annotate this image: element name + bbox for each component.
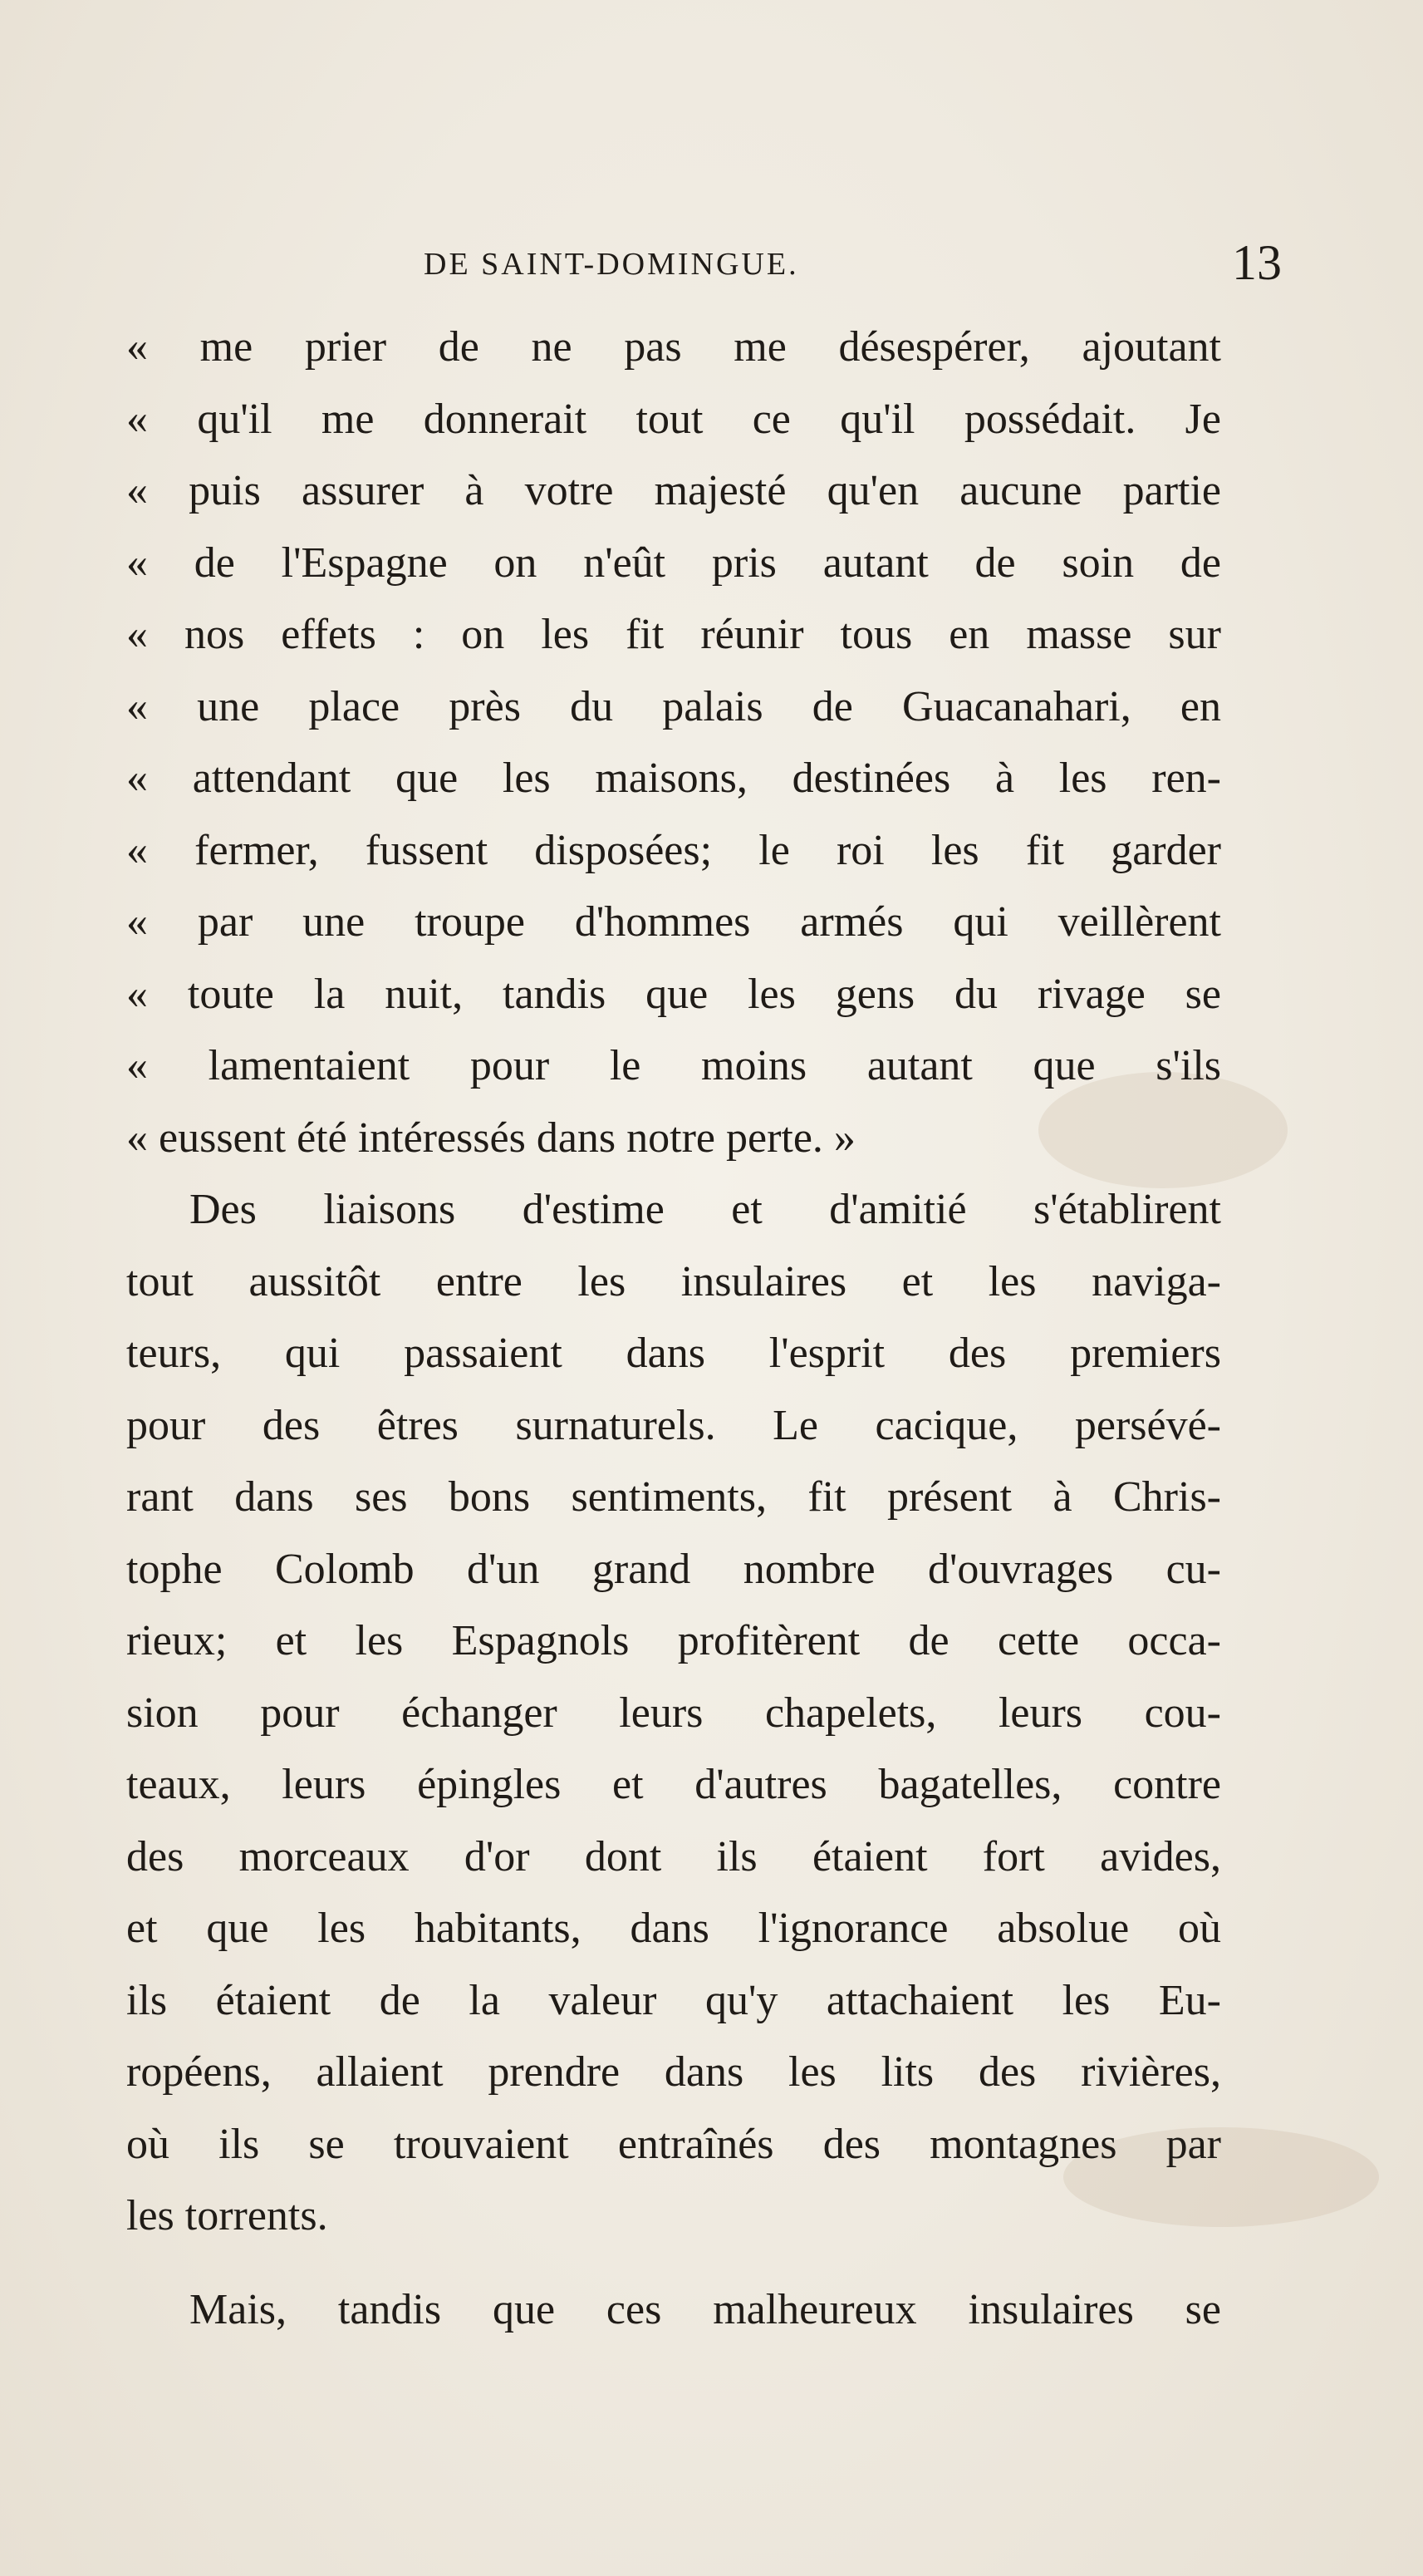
text-line: « une place près du palais de Guacanahari, en: [126, 682, 1221, 730]
paragraph-first-line: Mais, tandis que ces malheureux insulaires se: [189, 2285, 1221, 2333]
running-head: [125, 234, 1282, 290]
text-line: les torrents.: [126, 2192, 328, 2239]
text-line: tophe Colomb d'un grand nombre d'ouvrages cu-: [126, 1545, 1221, 1593]
text-line: teaux, leurs épingles et d'autres bagatelles, contre: [126, 1761, 1221, 1808]
text-line: et que les habitants, dans l'ignorance absolue où: [126, 1905, 1221, 1952]
text-line: « fermer, fussent disposées; le roi les fit garder: [126, 826, 1221, 874]
text-line: « lamentaient pour le moins autant que s'ils: [126, 1042, 1221, 1089]
page-number: 13: [1232, 235, 1282, 290]
text-line: ils étaient de la valeur qu'y attachaient les Eu-: [126, 1976, 1221, 2024]
text-line: « me prier de ne pas me désespérer, ajoutant: [126, 323, 1221, 371]
text-line: rant dans ses bons sentiments, fit présent à Chris-: [126, 1473, 1221, 1521]
text-line: où ils se trouvaient entraînés des montagnes par: [126, 2120, 1221, 2168]
text-line: « attendant que les maisons, destinées à les ren-: [126, 755, 1221, 802]
text-line: teurs, qui passaient dans l'esprit des premiers: [126, 1330, 1221, 1377]
page-body: [126, 312, 1221, 2346]
text-line: ropéens, allaient prendre dans les lits des rivières,: [126, 2048, 1221, 2096]
text-line: « puis assurer à votre majesté qu'en aucune partie: [126, 467, 1221, 514]
text-line: « par une troupe d'hommes armés qui veillèrent: [126, 898, 1221, 946]
text-line: « eussent été intéressés dans notre perte. »: [126, 1113, 856, 1162]
text-line: « qu'il me donnerait tout ce qu'il possédait. Je: [126, 395, 1221, 443]
text-line: « de l'Espagne on n'eût pris autant de soin de: [126, 538, 1221, 587]
text-line: sion pour échanger leurs chapelets, leurs cou-: [126, 1689, 1221, 1737]
text-line: pour des êtres surnaturels. Le cacique, persévé-: [126, 1401, 1221, 1449]
text-line: « nos effets : on les fit réunir tous en masse sur: [126, 611, 1221, 658]
text-line: des morceaux d'or dont ils étaient fort avides,: [126, 1832, 1221, 1880]
paragraph-first-line: Des liaisons d'estime et d'amitié s'établirent: [189, 1186, 1221, 1233]
running-title: DE SAINT-DOMINGUE.: [424, 247, 799, 282]
text-line: rieux; et les Espagnols profitèrent de cette occa-: [126, 1617, 1221, 1664]
text-line: tout aussitôt entre les insulaires et les naviga-: [126, 1257, 1221, 1305]
text-line: « toute la nuit, tandis que les gens du rivage se: [126, 970, 1221, 1018]
